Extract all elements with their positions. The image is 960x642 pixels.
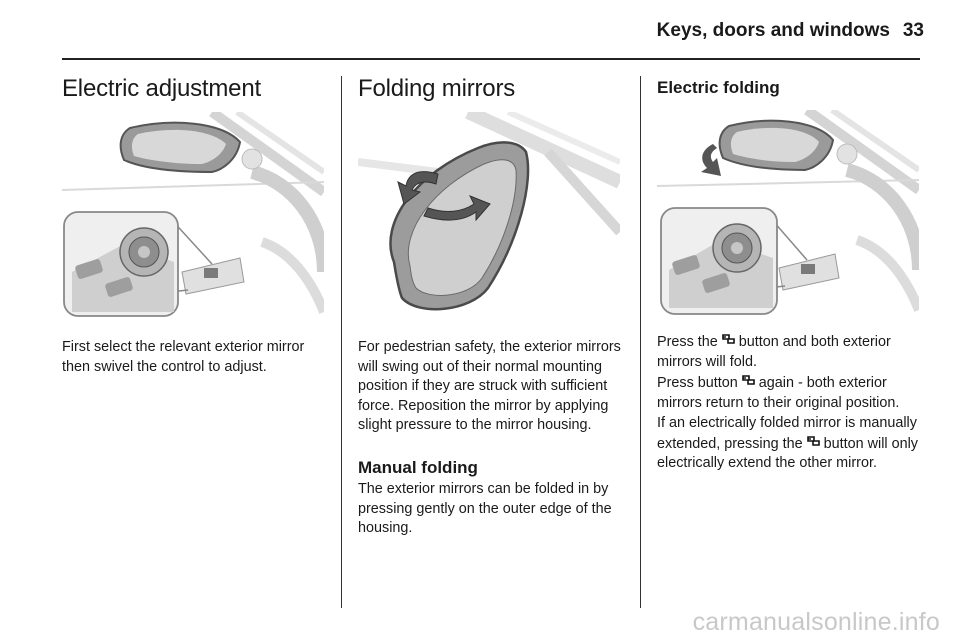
text-manual-folding: The exterior mirrors can be folded in by pressing gently on the outer edge of the housing.: [358, 481, 612, 536]
mirror-fold-icon: [722, 332, 735, 352]
section-title: Keys, doors and windows: [656, 20, 890, 41]
heading-electric-folding: Electric folding: [657, 78, 780, 97]
heading-manual-folding: Manual folding: [358, 458, 478, 477]
illustration-electric-folding-control: [657, 110, 919, 320]
header-rule: [62, 58, 920, 60]
watermark: carmanualsonline.info: [692, 608, 940, 636]
text-again-return: again - both exterior mirrors return to their original position.: [657, 375, 900, 411]
heading-electric-adjustment: Electric adjustment: [62, 75, 261, 102]
text-folding-mirrors: For pedestrian safety, the exterior mirrors will swing out of their normal mounting position if they are struck with sufficient force. Reposition the mirror by applying slight pressure to the mirror housing.: [358, 339, 621, 433]
page-number: 33: [902, 20, 924, 41]
text-if-manually-extended: If an electrically folded mirror is manually extended, pressing the: [657, 415, 917, 452]
illustration-mirror-adjust-control: [62, 112, 324, 322]
column-folding-mirrors: [358, 74, 620, 104]
text-press-button: Press button: [657, 375, 738, 391]
text-press-the: Press the: [657, 334, 718, 350]
column-electric-adjustment: [62, 74, 324, 104]
section-manual-folding: [358, 456, 623, 539]
paragraph-folding-mirrors: [358, 338, 623, 436]
illustration-folding-mirror: [358, 112, 620, 322]
text-button-extend-other: button will only electrically extend the other mirror.: [657, 435, 918, 471]
column-divider-1: [341, 76, 342, 608]
text-electric-adjustment: First select the relevant exterior mirror then swivel the control to adjust.: [62, 339, 305, 375]
paragraph-electric-folding-1: [657, 332, 922, 372]
paragraph-electric-folding-3: [657, 414, 922, 474]
text-button-fold: button and both exterior mirrors will fold.: [657, 334, 891, 370]
column-electric-folding: [657, 76, 919, 100]
column-divider-2: [640, 76, 641, 608]
paragraph-electric-adjustment: [62, 338, 327, 377]
heading-folding-mirrors: Folding mirrors: [358, 75, 516, 102]
mirror-fold-icon: [742, 373, 755, 393]
paragraph-electric-folding-2: [657, 373, 922, 413]
mirror-fold-icon: [807, 434, 820, 454]
